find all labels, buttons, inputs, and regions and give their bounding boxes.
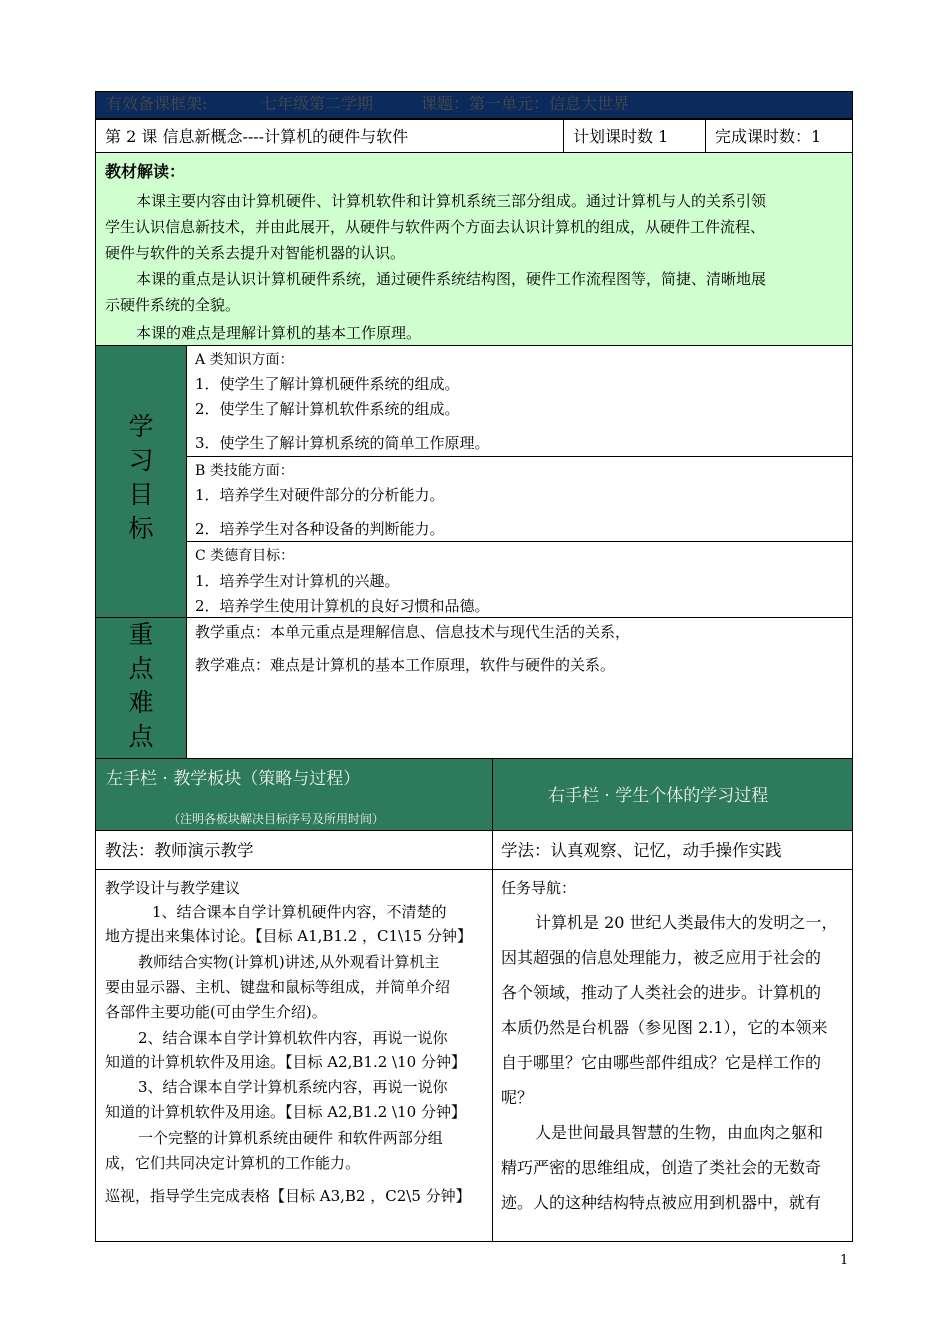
keypoints-label-char: 点 (128, 722, 154, 751)
task-title: 任务导航： (501, 879, 577, 897)
task-line: 呢？ (501, 1088, 534, 1107)
teaching-method: 教法：教师演示教学 (105, 841, 254, 860)
task-line: 自于哪里？它由哪些部件组成？它是样工作的 (501, 1053, 822, 1072)
teaching-difficulty: 教学难点：难点是计算机的基本工作原理，软件与硬件的关系。 (195, 656, 616, 674)
completed-hours: 完成课时数：1 (715, 127, 822, 146)
right-column-title: 右手栏 · 学生个体的学习过程 (548, 786, 769, 806)
design-line: 巡视，指导学生完成表格【目标 A3,B2 ，C2\5 分钟】 (105, 1187, 471, 1205)
textbook-p1-line1: 本课主要内容由计算机硬件、计算机软件和计算机系统三部分组成。通过计算机与人的关系引领 (136, 192, 767, 210)
objectives-label-cell (95, 345, 187, 618)
header-bar (95, 91, 853, 119)
task-line: 计算机是 20 世纪人类最伟大的发明之一， (535, 913, 838, 932)
objectives-a3: 3．使学生了解计算机系统的简单工作原理。 (195, 434, 490, 452)
left-column-title: 左手栏 · 教学板块（策略与过程） (106, 769, 361, 789)
textbook-p2-line1: 本课的重点是认识计算机硬件系统，通过硬件系统结构图，硬件工作流程图等，简捷、清晰地展 (136, 270, 767, 288)
keypoints-label-cell (95, 617, 187, 759)
objectives-b-cell (186, 456, 853, 542)
design-line: 知道的计算机软件及用途。【目标 A2,B1.2 \10 分钟】 (105, 1053, 466, 1071)
learning-method: 学法：认真观察、记忆，动手操作实践 (501, 841, 782, 860)
learning-method-cell (492, 830, 853, 870)
objectives-a-cell (186, 345, 853, 457)
teaching-method-cell (95, 830, 493, 870)
planned-hours-cell (563, 119, 706, 153)
objectives-c-cell (186, 541, 853, 618)
right-column-header (492, 758, 853, 831)
planned-hours: 计划课时数 1 (573, 127, 669, 146)
objectives-c1: 1．培养学生对计算机的兴趣。 (195, 572, 400, 590)
design-line: 1、结合课本自学计算机硬件内容，不清楚的 (152, 903, 447, 921)
completed-hours-cell (705, 119, 853, 153)
design-line: 要由显示器、主机、键盘和鼠标等组成，并简单介绍 (105, 978, 451, 996)
objectives-c-title: C 类德育目标： (195, 548, 295, 564)
design-line: 各部件主要功能(可由学生介绍)。 (105, 1003, 327, 1021)
textbook-p1-line3: 硬件与软件的关系去提升对智能机器的认识。 (105, 244, 406, 262)
textbook-section (95, 152, 853, 346)
keypoints-label-char: 点 (128, 654, 154, 683)
design-line: 一个完整的计算机系统由硬件 和软件两部分组 (138, 1129, 443, 1147)
task-line: 各个领域，推动了人类社会的进步。计算机的 (501, 983, 822, 1002)
task-line: 迹。人的这种结构特点被应用到机器中，就有 (501, 1193, 822, 1212)
textbook-p3: 本课的难点是理解计算机的基本工作原理。 (136, 324, 422, 342)
objectives-b1: 1．培养学生对硬件部分的分析能力。 (195, 486, 445, 504)
design-title: 教学设计与教学建议 (105, 879, 241, 897)
design-line: 2、结合课本自学计算机软件内容，再说一说你 (138, 1029, 448, 1047)
objectives-label-char: 学 (128, 412, 154, 441)
objectives-label-char: 标 (128, 514, 154, 543)
header-topic: 课题：第一单元：信息大世界 (421, 94, 630, 113)
task-line: 人是世间最具智慧的生物，由血肉之躯和 (535, 1123, 824, 1142)
objectives-c2: 2．培养学生使用计算机的良好习惯和品德。 (195, 597, 490, 615)
objectives-b2: 2．培养学生对各种设备的判断能力。 (195, 520, 445, 538)
design-line: 成，它们共同决定计算机的工作能力。 (105, 1154, 361, 1172)
lesson-title-cell (95, 119, 564, 153)
textbook-p2-line2: 示硬件系统的全貌。 (105, 296, 241, 314)
objectives-a2: 2．使学生了解计算机软件系统的组成。 (195, 400, 460, 418)
objectives-label-char: 目 (128, 480, 154, 509)
textbook-heading: 教材解读： (105, 162, 186, 181)
task-line: 精巧严密的思维组成，创造了类社会的无数奇 (501, 1158, 822, 1177)
task-line: 本质仍然是台机器（参见图 2.1），它的本领来 (501, 1018, 828, 1037)
design-line: 地方提出来集体讨论。【目标 A1,B1.2 ，C1\15 分钟】 (105, 927, 472, 945)
keypoints-content-cell (186, 617, 853, 759)
page-number: 1 (840, 1253, 849, 1268)
design-line: 教师结合实物(计算机)讲述,从外观看计算机主 (138, 953, 440, 971)
objectives-b-title: B 类技能方面： (195, 463, 294, 479)
lesson-title: 第 2 课 信息新概念----计算机的硬件与软件 (105, 127, 409, 146)
keypoints-label-char: 难 (128, 688, 154, 717)
left-content-cell (95, 869, 493, 1242)
textbook-p1-line2: 学生认识信息新技术，并由此展开，从硬件与软件两个方面去认识计算机的组成，从硬件工件流程、 (105, 218, 766, 236)
header-framework: 有效备课框架: (106, 94, 208, 113)
objectives-a-title: A 类知识方面： (195, 352, 294, 368)
left-column-header (95, 758, 493, 831)
keypoints-label-char: 重 (128, 620, 154, 649)
left-column-note: （注明各板块解决目标序号及所用时间） (168, 812, 385, 826)
teaching-focus: 教学重点：本单元重点是理解信息、信息技术与现代生活的关系， (195, 623, 631, 641)
header-grade: 七年级第二学期 (261, 94, 374, 113)
right-content-cell (492, 869, 853, 1242)
design-line: 3、结合课本自学计算机系统内容，再说一说你 (138, 1078, 448, 1096)
objectives-label-char: 习 (128, 446, 154, 475)
objectives-a1: 1．使学生了解计算机硬件系统的组成。 (195, 375, 460, 393)
task-line: 因其超强的信息处理能力，被乏应用于社会的 (501, 948, 822, 967)
design-line: 知道的计算机软件及用途。【目标 A2,B1.2 \10 分钟】 (105, 1103, 466, 1121)
